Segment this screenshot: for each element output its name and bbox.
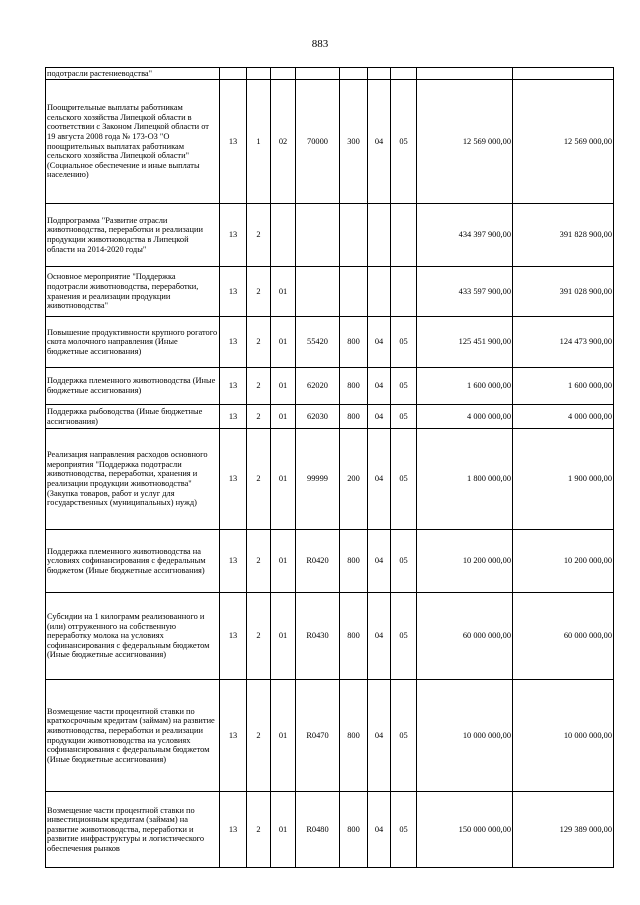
code-subsection: 05	[391, 530, 417, 593]
code-direction: R0420	[296, 530, 340, 593]
page-number: 883	[311, 38, 329, 50]
amount-first: 125 451 900,00	[417, 317, 513, 368]
code-section: 04	[368, 80, 391, 204]
code-subprogram: 2	[247, 530, 271, 593]
code-subprogram: 2	[247, 317, 271, 368]
code-subsection: 05	[391, 680, 417, 792]
code-subprogram: 2	[247, 429, 271, 530]
code-subsection: 05	[391, 405, 417, 429]
amount-first: 4 000 000,00	[417, 405, 513, 429]
row-name: Реализация направления расходов основного мероприятия "Поддержка подотрасли животноводства, переработки, хранения и реализации продукции животноводства" (Закупка товаров, работ и услуг для государственных (муниципальных) нужд)	[46, 429, 220, 530]
code-direction	[296, 68, 340, 80]
code-direction: 55420	[296, 317, 340, 368]
amount-first: 1 600 000,00	[417, 368, 513, 405]
code-subprogram: 2	[247, 405, 271, 429]
code-activity: 01	[271, 792, 296, 868]
code-expense-type: 300	[340, 80, 368, 204]
code-direction: 62030	[296, 405, 340, 429]
code-activity: 01	[271, 267, 296, 317]
amount-second: 391 028 900,00	[513, 267, 614, 317]
row-name: Основное мероприятие "Поддержка подотрасли животноводства, переработки, хранения и реализации продукции животноводства"	[46, 267, 220, 317]
code-section: 04	[368, 680, 391, 792]
code-activity: 01	[271, 593, 296, 680]
code-activity: 01	[271, 530, 296, 593]
code-section: 04	[368, 530, 391, 593]
table-row	[46, 317, 614, 368]
amount-second: 1 600 000,00	[513, 368, 614, 405]
table-row	[46, 267, 614, 317]
row-name: Повышение продуктивности крупного рогатого скота молочного направления (Иные бюджетные ассигнования)	[46, 317, 220, 368]
table-row	[46, 593, 614, 680]
code-expense-type: 800	[340, 530, 368, 593]
code-program: 13	[220, 680, 247, 792]
code-activity: 01	[271, 429, 296, 530]
code-direction: R0430	[296, 593, 340, 680]
amount-first: 10 000 000,00	[417, 680, 513, 792]
code-direction: 62020	[296, 368, 340, 405]
code-program: 13	[220, 368, 247, 405]
code-activity	[271, 68, 296, 80]
amount-second: 10 000 000,00	[513, 680, 614, 792]
table-row	[46, 792, 614, 868]
amount-first: 1 800 000,00	[417, 429, 513, 530]
amount-second: 1 900 000,00	[513, 429, 614, 530]
table-row	[46, 530, 614, 593]
code-subsection	[391, 68, 417, 80]
code-program	[220, 68, 247, 80]
code-section: 04	[368, 593, 391, 680]
code-program: 13	[220, 204, 247, 267]
code-subsection: 05	[391, 593, 417, 680]
code-subprogram: 2	[247, 593, 271, 680]
code-subsection: 05	[391, 792, 417, 868]
code-subprogram	[247, 68, 271, 80]
code-expense-type: 200	[340, 429, 368, 530]
code-expense-type: 800	[340, 593, 368, 680]
table-row	[46, 80, 614, 204]
table-row	[46, 68, 614, 80]
code-activity: 01	[271, 317, 296, 368]
row-name: Возмещение части процентной ставки по краткосрочным кредитам (займам) на развитие животноводства, переработки и реализации продукции животноводства на условиях софинансирования с федеральным бюджетом (Иные бюджетные ассигнования)	[46, 680, 220, 792]
code-subprogram: 2	[247, 680, 271, 792]
code-expense-type	[340, 68, 368, 80]
code-section	[368, 204, 391, 267]
code-expense-type	[340, 204, 368, 267]
row-name: Субсидии на 1 килограмм реализованного и (или) отгруженного на собственную переработку молока на условиях софинансирования с федеральным бюджетом (Иные бюджетные ассигнования)	[46, 593, 220, 680]
row-name: Поддержка рыбоводства (Иные бюджетные ассигнования)	[46, 405, 220, 429]
amount-first	[417, 68, 513, 80]
code-expense-type: 800	[340, 368, 368, 405]
code-subsection: 05	[391, 429, 417, 530]
code-subsection: 05	[391, 368, 417, 405]
row-name: Возмещение части процентной ставки по инвестиционным кредитам (займам) на развитие животноводства, переработки и развитие инфраструктуры и логистического обеспечения рынков	[46, 792, 220, 868]
code-expense-type: 800	[340, 405, 368, 429]
amount-first: 150 000 000,00	[417, 792, 513, 868]
amount-second: 12 569 000,00	[513, 80, 614, 204]
code-expense-type	[340, 267, 368, 317]
code-section	[368, 68, 391, 80]
code-program: 13	[220, 267, 247, 317]
code-activity: 02	[271, 80, 296, 204]
table-row	[46, 204, 614, 267]
amount-second	[513, 68, 614, 80]
code-program: 13	[220, 530, 247, 593]
amount-first: 60 000 000,00	[417, 593, 513, 680]
code-direction	[296, 267, 340, 317]
amount-first: 12 569 000,00	[417, 80, 513, 204]
code-activity: 01	[271, 368, 296, 405]
code-subprogram: 2	[247, 204, 271, 267]
code-subprogram: 1	[247, 80, 271, 204]
code-subprogram: 2	[247, 368, 271, 405]
code-subsection: 05	[391, 80, 417, 204]
budget-table	[45, 67, 614, 868]
code-section: 04	[368, 368, 391, 405]
amount-second: 10 200 000,00	[513, 530, 614, 593]
code-program: 13	[220, 593, 247, 680]
row-name: подотрасли растениеводства"	[46, 68, 220, 80]
code-program: 13	[220, 792, 247, 868]
code-expense-type: 800	[340, 792, 368, 868]
code-section	[368, 267, 391, 317]
code-activity: 01	[271, 405, 296, 429]
code-program: 13	[220, 80, 247, 204]
amount-first: 10 200 000,00	[417, 530, 513, 593]
code-program: 13	[220, 317, 247, 368]
table-row	[46, 429, 614, 530]
code-subprogram: 2	[247, 792, 271, 868]
row-name: Поощрительные выплаты работникам сельского хозяйства Липецкой области в соответствии с Законом Липецкой области от 19 августа 2008 года № 173-ОЗ "О поощрительных выплатах работникам сельского хозяйства Липецкой области" (Социальное обеспечение и иные выплаты населению)	[46, 80, 220, 204]
code-section: 04	[368, 317, 391, 368]
amount-first: 433 597 900,00	[417, 267, 513, 317]
row-name: Поддержка племенного животноводства на условиях софинансирования с федеральным бюджетом (Иные бюджетные ассигнования)	[46, 530, 220, 593]
code-activity	[271, 204, 296, 267]
table-row	[46, 368, 614, 405]
code-subsection	[391, 204, 417, 267]
row-name: Поддержка племенного животноводства (Иные бюджетные ассигнования)	[46, 368, 220, 405]
code-direction: R0480	[296, 792, 340, 868]
code-program: 13	[220, 429, 247, 530]
table-row	[46, 405, 614, 429]
code-expense-type: 800	[340, 680, 368, 792]
code-direction: 99999	[296, 429, 340, 530]
table-row	[46, 680, 614, 792]
amount-first: 434 397 900,00	[417, 204, 513, 267]
code-subprogram: 2	[247, 267, 271, 317]
amount-second: 129 389 000,00	[513, 792, 614, 868]
code-subsection	[391, 267, 417, 317]
amount-second: 124 473 900,00	[513, 317, 614, 368]
code-direction: R0470	[296, 680, 340, 792]
code-subsection: 05	[391, 317, 417, 368]
row-name: Подпрограмма "Развитие отрасли животноводства, переработки и реализации продукции животноводства в Липецкой области на 2014-2020 годы"	[46, 204, 220, 267]
code-section: 04	[368, 405, 391, 429]
code-program: 13	[220, 405, 247, 429]
code-direction: 70000	[296, 80, 340, 204]
table-body	[46, 68, 614, 868]
code-activity: 01	[271, 680, 296, 792]
code-section: 04	[368, 792, 391, 868]
code-expense-type: 800	[340, 317, 368, 368]
amount-second: 60 000 000,00	[513, 593, 614, 680]
code-direction	[296, 204, 340, 267]
amount-second: 391 828 900,00	[513, 204, 614, 267]
amount-second: 4 000 000,00	[513, 405, 614, 429]
code-section: 04	[368, 429, 391, 530]
